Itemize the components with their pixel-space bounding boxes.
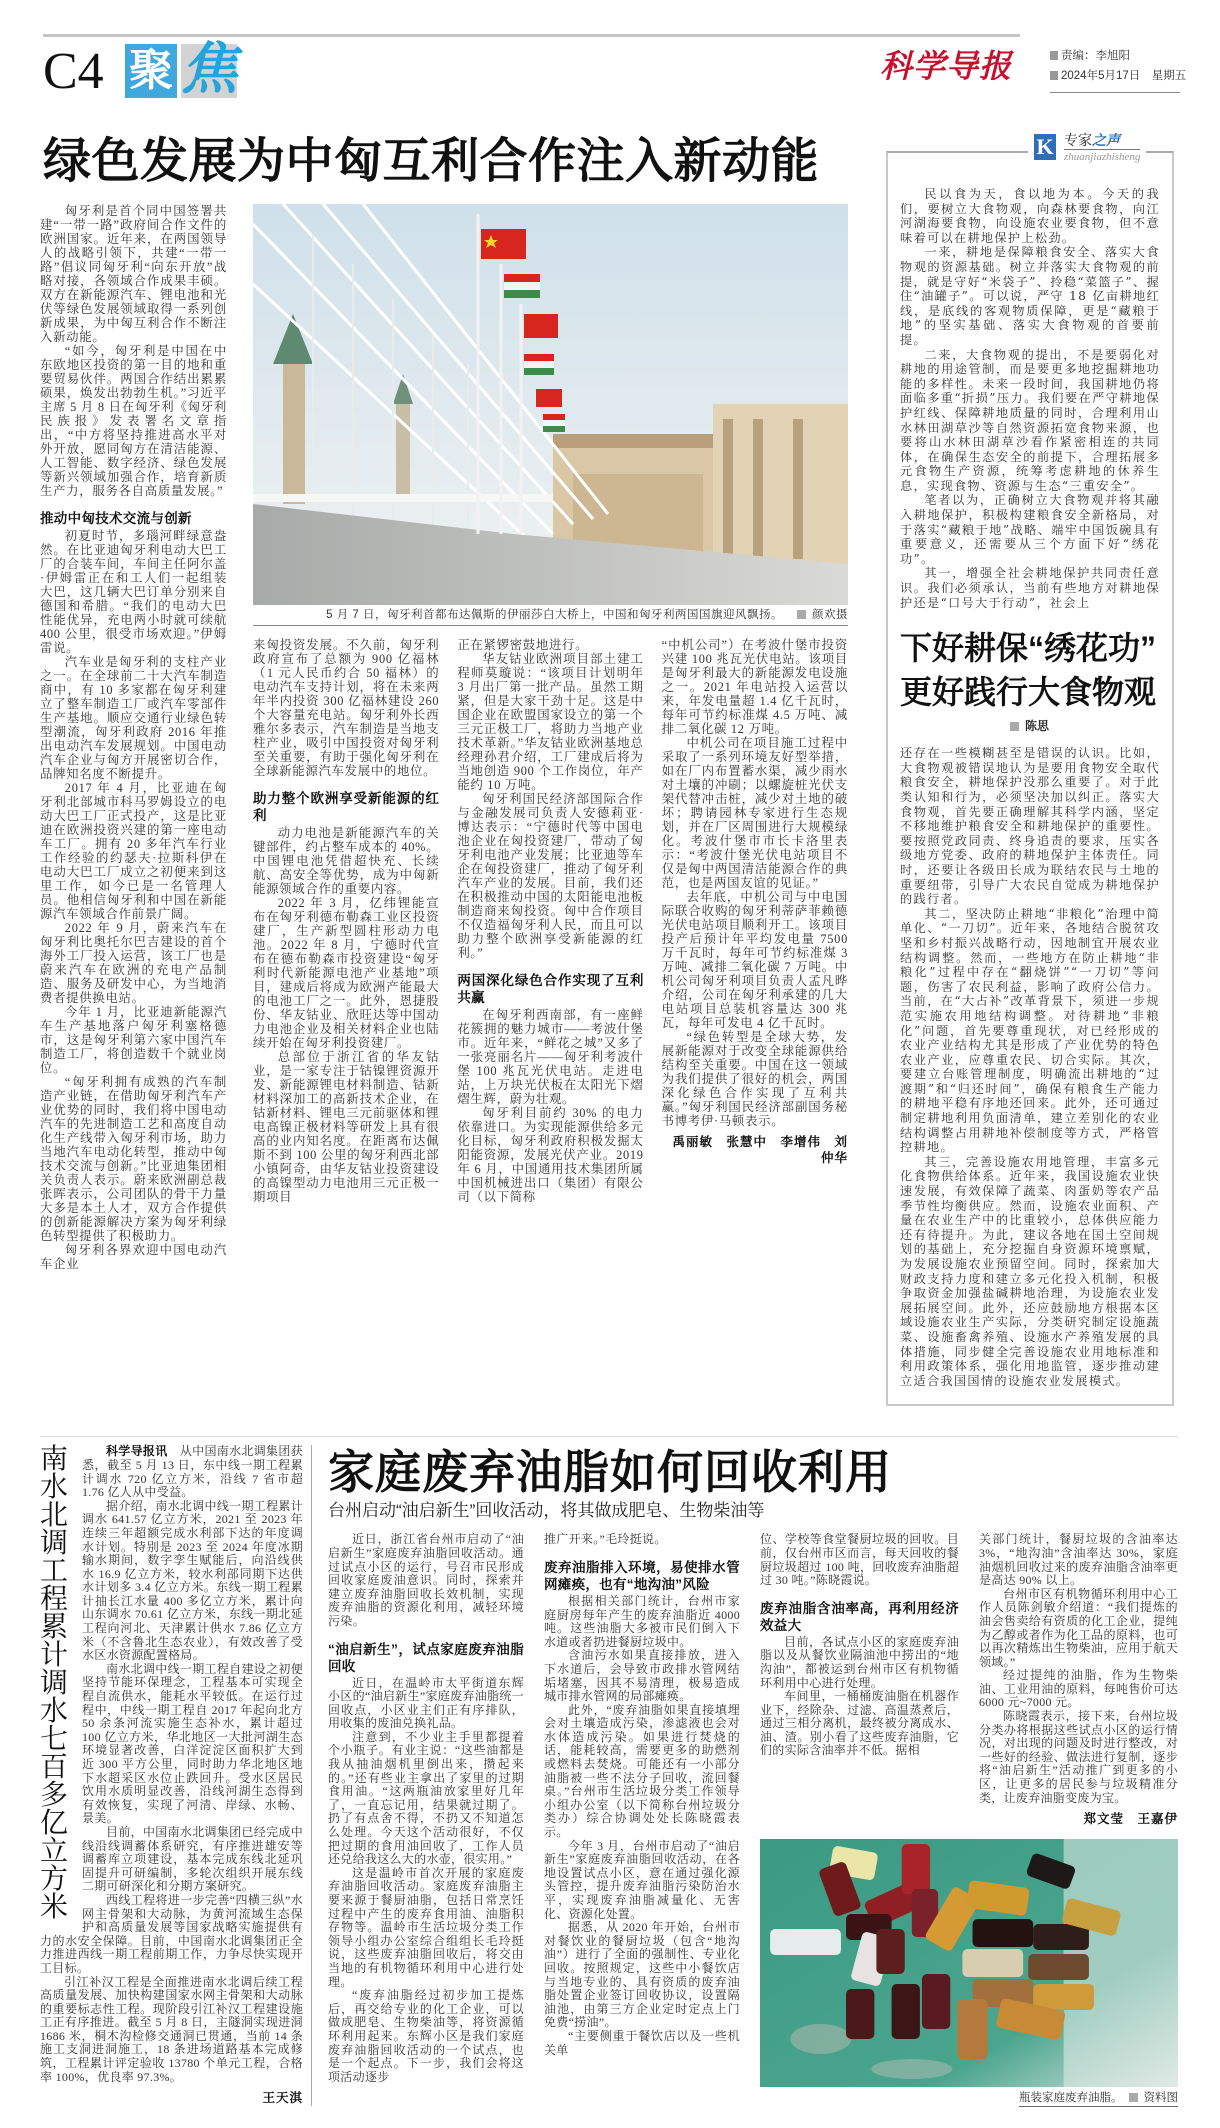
square-bullet-icon xyxy=(1129,2093,1138,2102)
paragraph: “主要侧重于餐饮店以及一些机关单 xyxy=(544,2028,740,2057)
paragraph: 根据相关部门统计，台州市家庭厨房每年产生的废弃油脂近 4000 吨。这些油脂大多被市民们倒入下水道或者扔进餐厨垃圾中。 xyxy=(544,1593,740,1649)
paragraph: 这是温岭市首次开展的家庭废弃油脂回收活动。家庭废弃油脂主要来源于餐厨油脂，包括日常烹饪过程中产生的废弃食用油、油脂积存物等。温岭市生活垃圾分类工作领导小组办公室综合组组长毛玲挺说，这些废弃油脂回收后，将交由当地的有机物循环利用中心进行处理。 xyxy=(328,1865,524,1989)
paragraph: “如今，匈牙利是中国在中东欧地区投资的第一目的地和重要贸易伙伴。两国合作结出累累硕果，焕发出勃勃生机。”习近平主席 5 月 8 日在匈牙利《匈牙利民族报》发表署名文章指出，“中方将坚持推进高水平对外开放，愿同匈方在清洁能源、人工智能、数字经济、绿色发展等新兴领域加强合作，培育新质生产力，服务各自高质量发展。” xyxy=(40,344,227,498)
expert-headline: 下好耕保“绣花功” 更好践行大食物观 xyxy=(900,630,1157,711)
section-heading: “油启新生”，试点家庭废弃油脂回收 xyxy=(328,1641,524,1674)
expert-text-lower xyxy=(900,746,1160,1388)
lead-column-2 xyxy=(253,638,439,1204)
square-bullet-icon xyxy=(1010,722,1019,731)
oil-column-2 xyxy=(544,1533,740,2057)
paragraph: “中机公司”）在考波什堡市投资兴建 100 兆瓦光伏电站。该项目是匈牙利最大的新能源发电设施之一。2021 年电站投入运营以来，年发电量超 1.4 亿千瓦时，每年可节约标准煤 4.5 万吨、减排二氧化碳 12 万吨。 xyxy=(661,638,848,736)
issue-date: 2024年5月17日 星期五 xyxy=(1061,70,1187,82)
expert-column-pinyin: zhuanjiazhisheng xyxy=(1064,151,1141,163)
section-heading: 废弃油脂排入环境，易使排水管网瘫痪，也有“地沟油”风险 xyxy=(544,1559,740,1592)
paragraph: 引江补汉工程是全面推进南水北调后续工程高质量发展、加快构建国家水网主骨架和大动脉的重要标志性工程。现阶段引江补汉工程建设施工正有序推进。截至 5 月 8 日，主隧洞实现进洞 1686 米，桐木沟检修交通洞已贯通，当前 14 条施工支洞进洞施工，18 条进场道路基本完成修筑，工程累计评定验收 13780 个单元工程，合格率 100%，优良率 97.3%。 xyxy=(40,1974,303,2084)
paragraph: 其三，完善设施农用地管理，丰富多元化食物供给体系。近年来，我国设施农业快速发展，有效保障了蔬菜、肉蛋奶等农产品季节性均衡供应。然而，设施农业面积、产量在农业生产中的比重较小，总体供应能力还有待提升。为此，建议各地在国土空间规划的基础上，充分挖掘自身资源环境禀赋，为发展设施农业预留空间。同时，探索加大财政支持力度和建立多元化投入机制，积极争取资金加强盐碱耕地治理，为设施农业发展拓展空间。此外，还应鼓励地方根据本区域设施农业生产实际，分类研究制定设施蔬菜、设施畜禽养殖、设施水产养殖发展的具体措施，同步健全完善设施农业用地标准和利用政策体系，强化用地监管，逐步推动建立适合我国国情的设施农业发展模式。 xyxy=(900,1154,1160,1388)
water-byline: 王天淇 xyxy=(262,2091,303,2106)
oil-column-1 xyxy=(328,1533,524,2084)
paragraph: 华友钴业欧洲项目部土建工程师莫璇说：“该项目计划明年 3 月出厂第一批产品。虽然工期紧，但是大家干劲十足。这是中国企业在欧盟国家设立的第一个三元正极工厂，将助力当地产业技术革新。”华友钴业欧洲基地总经理孙君介绍，工厂建成后将为当地创造 900 个工作岗位，年产能约 10 万吨。 xyxy=(457,652,644,792)
paragraph: 去年底，中机公司与中电国际联合收购的匈牙利蒂萨菲赖德光伏电站项目顺利开工。该项目投产后预计年平均发电量 7500 万千瓦时，每年可节约标准煤 3 万吨、减排二氧化碳 7 万吨。中机公司匈牙利项目负责人孟凡晔介绍，公司在匈牙利承建的几大电站项目总装机容量达 300 兆瓦，每年可发电 4 亿千瓦时。 xyxy=(661,890,848,1030)
section-char-2: 焦 xyxy=(181,36,237,102)
news-agency-label: 科学导报讯 xyxy=(106,1444,168,1459)
paragraph: 汽车业是匈牙利的支柱产业之一。在全球前二十大汽车制造商中，有 10 多家都在匈牙利建立了整车制造工厂或汽车零部件生产基地。顺应交通行业绿色转型潮流，匈牙利政府 2016 年推出电动汽车发展规划。中国电动汽车企业与匈方开展密切合作，品牌知名度不断提升。 xyxy=(40,655,227,781)
paragraph: “匈牙利拥有成熟的汽车制造产业链，在借助匈牙利汽车产业优势的同时，我们将中国电动汽车的先进制造工艺和高度自动化生产线带入匈牙利市场，助力当地汽车电动化转型，推动中匈技术交流与创新。”比亚迪集团相关负责人表示。蔚来欧洲副总裁张晖表示，公司团队的骨干力量大多是本土人才，双方合作提供的创新能源解决方案为匈牙利绿色转型提供了积极助力。 xyxy=(40,1075,227,1243)
paragraph: 二来，大食物观的提出，不是要弱化对耕地的用途管制，而是要更多地挖掘耕地功能的多样性。未来一段时间，我国耕地仍将面临多重“折损”压力。我们要在严守耕地保护红线、保障耕地质量的同时，合理利用山水林田湖草沙等自然资源拓宽食物来源，也要将山水林田湖草沙看作紧密相连的共同体，在确保生态安全的前提下，合理拓展多元食物生产资源，统筹考虑耕地的休养生息，实现食物、资源与生态“三重安全”。 xyxy=(900,347,1160,493)
photo-credit: 颜欢摄 xyxy=(812,609,848,621)
paragraph: 在匈牙利西南部，有一座鲜花簇拥的魅力城市——考波什堡市。近年来，“鲜花之城”又多了一张亮丽名片——匈牙利考波什堡 100 兆瓦光伏电站。走进电站，上万块光伏板在太阳光下熠熠生辉，蔚为壮观。 xyxy=(457,1008,644,1106)
oil-photo-caption: 瓶装家庭废弃油脂。 资料图 xyxy=(760,2087,1178,2108)
paragraph: 匈牙利国民经济部国际合作与金融发展司负责人安德莉亚·博达表示：“宁德时代等中国电池企业在匈投资建厂，带动了匈牙利电池产业发展；比亚迪等车企在匈投资建厂，推动了匈牙利汽车产业的发展。目前，我们还在积极推动中国的太阳能电池板制造商来匈投资。匈中合作项目不仅造福匈牙利人民，而且可以助力整个欧洲享受新能源的红利。” xyxy=(457,792,644,960)
oil-byline: 郑文莹 王嘉伊 xyxy=(1083,1812,1178,1827)
paragraph: 近日，在温岭市太平街道东辉小区的“油启新生”家庭废弃油脂统一回收点，小区业主们正有序排队，用收集的废油兑换礼品。 xyxy=(328,1675,524,1731)
paragraph: 匈牙利目前约 30% 的电力依靠进口。为实现能源供给多元化目标，匈牙利政府积极发掘太阳能资源，发展光伏产业。2019 年 6 月，中国通用技术集团所属中国机械进出口（集团）有限公司（以下简称 xyxy=(457,1106,644,1204)
section-heading: 两国深化绿色合作实现了互利共赢 xyxy=(457,973,644,1005)
expert-column-box xyxy=(886,132,1174,1406)
water-headline-vertical: 南水北调工程累计调水七百多亿立方米 xyxy=(40,1443,69,1923)
paragraph: 陈晓霞表示，接下来，台州垃圾分类办将根据这些试点小区的运行情况，对出现的问题及时进行整改，对一些好的经验、做法进行复制，逐步将“油启新生”活动推广到更多的小区，让更多的居民参与垃圾精准分类，让废弃油脂变废为宝。 xyxy=(979,1709,1178,1805)
expert-column-name: 专家之声 xyxy=(1064,131,1140,150)
paragraph: 还存在一些模糊甚至是错误的认识。比如，大食物观被错误地认为是要用食物安全取代粮食安全，耕地保护没那么重要了。对于此类认知和行为，必须坚决加以纠正。落实大食物观，首先要正确理解其科学内涵，坚定不移地维护粮食安全和耕地保护的重要性。要按照党政同责、终身追责的要求，压实各级地方党委、政府的耕地保护主体责任。同时，还要让各级田长成为联结农民与土地的重要纽带，引导广大农民自觉成为耕地保护的践行者。 xyxy=(900,746,1160,907)
masthead-logo: 科学导报 xyxy=(880,47,1013,85)
paragraph: 来匈投资发展。不久前，匈牙利政府宣布了总额为 900 亿福林（1 元人民币约合 50 福林）的电动汽车支持计划，将在未来两年半内投资 300 亿福林建设 260 个大容量充电站。匈牙利外长西雅尔多表示，汽车制造是当地支柱产业，吸引中国投资对匈牙利至关重要，有助于强化匈牙利在全球新能源汽车发展中的地位。 xyxy=(253,638,440,778)
paragraph: 2022 年 9 月，蔚来汽车在匈牙利比奥托尔巴吉建设的首个海外工厂投入运营，该工厂也是蔚来汽车在欧洲的充电产品制造、服务及研发中心，为当地消费者提供换电站。 xyxy=(40,921,227,1005)
section-char-1: 聚 xyxy=(125,44,177,98)
paragraph: 今年 3 月，台州市启动了“油启新生”家庭废弃油脂回收活动，在各地设置试点小区，意在通过强化源头管控，提升废弃油脂污染防治水平，实现废弃油脂减量化、无害化、资源化处置。 xyxy=(544,1838,740,1921)
paragraph: 注意到，不少业主手里都提着个小瓶子。有业主说：“这些油都是我从抽油烟机里倒出来，攒起来的。”还有些业主拿出了家里的过期食用油。“这两瓶油放家里好几年了，一直忘记用，结果就过期了。扔了有点舍不得，不扔又不知道怎么处理。今天这个活动很好，不仅把过期的食用油回收了，工作人员还兑给我这么大的水壶，很实用。” xyxy=(328,1729,524,1867)
paragraph: “绿色转型是全球大势，发展新能源对于改变全球能源供给结构至关重要。中国在这一领域为我们提供了很好的机会，两国深化绿色合作实现了互利共赢。”匈牙利国民经济部副国务秘书博考伊·马顿表示。 xyxy=(661,1030,848,1128)
paragraph: 2017 年 4 月，比亚迪在匈牙利北部城市科马罗姆设立的电动大巴工厂正式投产，这是比亚迪在欧洲投资兴建的第一座电动车工厂。拥有 20 多年汽车行业工作经验的约瑟夫·拉斯科伊在电动大巴工厂成立之初便来到这里工作，如今已是一名管理人员。他相信匈牙利和中国在新能源汽车领域合作前景广阔。 xyxy=(40,781,227,921)
page-number: C4 xyxy=(43,43,104,100)
oil-column-3 xyxy=(760,1533,959,1758)
paragraph: 中机公司在项目施工过程中采取了一系列环境友好型举措，如在厂内布置蓄水渠，减少雨水对土壤的冲刷；以螺旋桩光伏支架代替冲击桩，减少对土地的破坏；聘请园林专家进行生态规划，并在厂区周围进行大规模绿化。考波什堡市市长卡洛里表示：“考波什堡光伏电站项目不仅是匈中两国清洁能源合作的典范，也是两国友谊的见证。” xyxy=(661,736,848,890)
oil-photo-credit: 资料图 xyxy=(1143,2092,1178,2105)
expert-text-upper xyxy=(900,187,1160,610)
paragraph: 目前，各试点小区的家庭废弃油脂以及从餐饮业隔油池中捞出的“地沟油”，都被运到台州市区有机物循环利用中心进行处理。 xyxy=(760,1634,959,1690)
paragraph: 据介绍，南水北调中线一期工程累计调水 641.57 亿立方米，2021 至 2023 年连续三年超额完成水利部下达的年度调水计划。特别是 2023 至 2024 年度冰期输水期间，数字孪生赋能后，向沿线供水 16.9 亿立方米，较水利部同期下达供水计划多 3.4 亿立方米。东线一期工程累计抽长江水量 400 多亿立方米，累计向山东调水 70.61 亿立方米，东线一期北延工程向河北、天津累计供水 7.86 亿立方米（不含鲁北生态农业），有效改善了受水区水资源配置格局。 xyxy=(82,1498,303,1663)
lead-column-4 xyxy=(662,638,848,1128)
lead-column-1 xyxy=(40,204,227,1271)
square-bullet-icon xyxy=(797,610,806,619)
lead-headline: 绿色发展为中匈互利合作注入新动能 xyxy=(43,135,820,188)
oil-column-4 xyxy=(979,1533,1178,1805)
paragraph: 据悉，从 2020 年开始，台州市对餐饮业的餐厨垃圾（包含“地沟油”）进行了全面的强制性、专业化回收。按照规定，这些中小餐饮店与当地专业的、具有资质的废弃油脂处置企业签订回收协议，设置隔油池，由第三方企业定时定点上门免费“捞油”。 xyxy=(544,1920,740,2030)
paragraph: 近日，浙江省台州市启动了“油启新生”家庭废弃油脂回收活动。通过试点小区的运行，号召市民形成回收家庭废油意识。同时，探索并建立废弃油脂回收长效机制，实现废弃油脂的资源化利用，减轻环境污染。 xyxy=(328,1532,524,1628)
editor: 责编：李旭阳 xyxy=(1061,50,1130,62)
oil-subheadline: 台州启动“油启新生”回收活动，将其做成肥皂、生物柴油等 xyxy=(328,1501,765,1521)
bottom-section xyxy=(40,1436,1178,2108)
paragraph: “废弃油脂经过初步加工提炼后，再交给专业的化工企业，可以做成肥皂、生物柴油等，将资源循环利用起来。东辉小区是我们家庭废弃油脂回收活动的一个试点，也是一个起点。下一步，我们会将这项活动逐步 xyxy=(328,1988,524,2084)
photo-caption: 5 月 7 日，匈牙利首都布达佩斯的伊丽莎白大桥上，中国和匈牙利两国国旗迎风飘扬。 颜欢摄 xyxy=(253,605,848,626)
paragraph: 车间里，一桶桶废油脂在机器作业下，经除杂、过滤、高温蒸煮后，通过三相分离机，最终被分离成水、油、渣。别小看了这些废弃油脂，它们的实际含油率并不低。据相 xyxy=(760,1689,959,1758)
water-text: 科学导报讯 从中国南水北调集团获悉，截至 5 月 13 日，东中线一期工程累计调水 720 亿立方米，沿线 7 省市超 1.76 亿人从中受益。 据介绍，南水北调中线一期工程累计调水 641.57 亿立方米，2021 至 2023 年连续三年超额完成水利部下达的年度调水计划。特别是 2023 至 2024 年度冰期输水期间，数字孪生赋能后，向沿线供水 16.9 亿立方米，较水利部同期下达供水计划多 3.4 亿立方米。东线一期工程累计抽长江水量 400 多亿立方米，累计向山东调水 70.61 亿立方米，东线一期北延工程向河北、天津累计供水 7.86 亿立方米（不含鲁北生态农业），有效改善了受水区水资源配置格局。 南水北调中线一期工程自建设之初便坚持节能环保理念，工程基本可实现全程自流供水，能耗水平较低。在运行过程中，中线一期工程自 2017 年起向北方 50 余条河流实施生态补水，累计超过 100 亿立方米，华北地区一大批河湖生态环境显著改善，白洋淀淀区面积扩大到近 300 平方公里，同时助力华北地区地下水超采区水位止跌回升。受水区居民饮用水质明显改善，沿线河湖生态得到有效恢复，实现了河清、岸绿、水畅、景美。 目前，中国南水北调集团已经完成中线沿线调蓄体系研究，有序推进雄安等调蓄库立项建设，基本完成东线北延巩固提升可研编制，多轮次组织开展东线二期可研深化和分期方案研究。 西线工程将进一步完善“四横三纵”水网主骨架和大动脉，为黄河流域生态保护和高质量发展等国家战略实施提供有力的水安全保障。目前，中国南水北调集团正全力推进西线一期工程前期工作，力争尽快实现开工目标。 引江补汉工程是全面推进南水北调后续工程高质量发展、加快构建国家水网主骨架和大动脉的重要标志性工程。现阶段引江补汉工程建设施工正有序推进。截至 5 月 8 日，主隧洞实现进洞 1686 米，桐木沟检修交通洞已贯通，当前 14 条施工支洞进洞施工，18 条进场道路基本完成修筑，工程累计评定验收 13780 个单元工程，合格率 100%，优良率 97.3%。 xyxy=(40,1444,303,2084)
paragraph: 经过提纯的油脂，作为生物柴油、工业用油的原料，每吨售价可达 6000 元~7000 元。 xyxy=(979,1668,1178,1710)
expert-column-header xyxy=(1028,131,1146,177)
oil-headline: 家庭废弃油脂如何回收利用 xyxy=(328,1446,892,1499)
paragraph: 关部门统计，餐厨垃圾的含油率达 3%，“地沟油”含油率达 30%，家庭油烟机回收过来的废弃油脂含油率更是高达 90% 以上。 xyxy=(979,1532,1178,1588)
expert-byline: 陈思 xyxy=(1010,718,1160,734)
paragraph: 匈牙利是首个同中国签署共建“一带一路”政府间合作文件的欧洲国家。近年来，在两国领导人的战略引领下，共建“一带一路”倡议同匈牙利“向东开放”战略对接，各领域合作成果丰硕。双方在新能源汽车、锂电池和光伏等绿色发展领域取得一系列创新成果，为中匈互利合作不断注入新动能。 xyxy=(40,204,227,344)
lead-article xyxy=(40,132,848,1271)
section-heading: 助力整个欧洲享受新能源的红利 xyxy=(253,791,440,823)
section-heading: 推动中匈技术交流与创新 xyxy=(40,511,192,526)
paragraph: 目前，中国南水北调集团已经完成中线沿线调蓄体系研究，有序推进雄安等调蓄库立项建设，基本完成东线北延巩固提升可研编制，多轮次组织开展东线二期可研深化和分期方案研究。 xyxy=(82,1824,303,1894)
section-heading: 废弃油脂含油率高，再利用经济效益大 xyxy=(760,1600,959,1633)
paragraph: 其一，增强全社会耕地保护共同责任意识。我们必须承认，当前有些地方对耕地保护还是“口号大于行动”，社会上 xyxy=(900,566,1160,610)
oil-bottles-photo xyxy=(760,1839,1178,2087)
paragraph: 笔者以为，正确树立大食物观并将其融入耕地保护，积极构建粮食安全新格局，对于落实“藏粮于地”战略、端牢中国饭碗具有重要意义，还需要从三个方面下好“绣花功”。 xyxy=(900,493,1160,566)
k-badge-icon: K xyxy=(1034,134,1056,160)
paragraph: 位、学校等食堂餐厨垃圾的回收。目前，仅台州市区而言，每天回收的餐厨垃圾超过 100 吨，回收废弃油脂超过 30 吨。”陈晓霞说。 xyxy=(760,1532,959,1588)
paragraph: 2022 年 3 月，亿纬锂能宣布在匈牙利德布勒森工业区投资建厂，生产新型圆柱形动力电池。2022 年 8 月，宁德时代宣布在德布勒森市投资建设“匈牙利时代新能源电池产业基地”项目，建成后将成为欧洲产能最大的电池工厂之一。此外，恩捷股份、华友钴业、欣旺达等中国动力电池企业及相关材料企业也陆续开始在匈牙利投资建厂。 xyxy=(253,896,440,1050)
paragraph: 一来，耕地是保障粮食安全、落实大食物观的资源基础。树立并落实大食物观的前提，就是守好“米袋子”、拎稳“菜篮子”、握住“油罐子”。可以说，严守 18 亿亩耕地红线，是底线的客观物质保障，更是“藏粮于地”的坚实基础、落实大食物观的首要前提。 xyxy=(900,245,1160,347)
paragraph: 含油污水如果直接排放，进入下水道后，会导致市政排水管网结垢堵塞，因其不易清理，极易造成城市排水管网的局部瘫痪。 xyxy=(544,1648,740,1704)
water-article xyxy=(40,1445,312,2106)
paragraph: 今年 1 月，比亚迪新能源汽车生产基地落户匈牙利塞格德市，这是匈牙利第六家中国汽车制造工厂，将创造数千个就业岗位。 xyxy=(40,1005,227,1075)
paragraph: 台州市区有机物循环利用中心工作人员陈剑敏介绍道：“我们提炼的油会售卖给有资质的化工企业，提纯为乙醇或者作为化工品的原料，也可以再次精炼出生物柴油，应用于航天领域。” xyxy=(979,1586,1178,1669)
paragraph: 民以食为天，食以地为本。今天的我们，要树立大食物观，向森林要食物，向江河湖海要食物，向设施农业要食物，但不意味着可以在耕地保护上松劲。 xyxy=(900,187,1160,245)
paragraph: 推广开来。”毛玲挺说。 xyxy=(544,1532,667,1547)
paragraph: 总部位于浙江省的华友钴业，是一家专注于钴镍锂资源开发、新能源锂电材料制造、钴新材料深加工的高新技术企业，在钴新材料、锂电三元前驱体和锂电高镍正极材料等研发上具有很高的业内知名度。在距离布达佩斯不到 100 公里的匈牙利西北部小镇阿奇，由华友钴业投资建设的高镍型动力电池用三元正极一期项目 xyxy=(253,1050,440,1204)
lead-byline: 禹丽敏 张慧中 李增伟 刘仲华 xyxy=(672,1135,848,1165)
paragraph: 动力电池是新能源汽车的关键部件，约占整车成本的 40%。中国锂电池凭借超快充、长续航、高安全等优势，成为中匈新能源领域合作的重要内容。 xyxy=(253,826,440,896)
paragraph: 西线工程将进一步完善“四横三纵”水网主骨架和大动脉，为黄河流域生态保护和高质量发展等国家战略实施提供有力的水安全保障。目前，中国南水北调集团正全力推进西线一期工程前期工作，力争尽快实现开工目标。 xyxy=(40,1892,303,1975)
paragraph: 匈牙利各界欢迎中国电动汽车企业 xyxy=(40,1243,227,1271)
paragraph: 其二，坚决防止耕地“非粮化”治理中简单化、“一刀切”。近年来，各地结合脱贫攻坚和乡村振兴战略行动，因地制宜开展农业结构调整。然而，一些地方在防止耕地“非粮化”过程中存在“翻烧饼”“一刀切”等问题，伤害了农民利益，影响了政府公信力。当前，在“大占补”改革背景下，须进一步规范实施农用地结构调整。对待耕地“非粮化”问题，首先要尊重现状，对已经形成的农业产业结构尤其是形成了产业优势的特色农业产业，应尊重农民、切合实际。其次，要建立台账管理制度，明确流出耕地的“过渡期”和“归还时间”，确保有粮食生产能力的耕地平稳有序地还回来。此外，还可通过制定耕地利用负面清单，建立差别化的农业结构调整占用耕地补偿制度等方式，严格管控耕地。 xyxy=(900,906,1160,1155)
paragraph: 初夏时节，多瑙河畔绿意盎然。在比亚迪匈牙利电动大巴工厂的合装车间，车间主任阿尔盖·伊姆雷正在和工人们一起组装大巴，这几辆大巴订单分别来自德国和希腊。“我们的电动大巴性能优异，充电两小时就可续航 400 公里，很受市场欢迎。”伊姆雷说。 xyxy=(40,529,227,655)
paragraph: 正在紧锣密鼓地进行。 xyxy=(457,638,589,652)
top-section xyxy=(40,132,1178,1406)
bridge-flags-photo xyxy=(253,204,848,605)
lead-column-3 xyxy=(457,638,643,1204)
paragraph: 南水北调中线一期工程自建设之初便坚持节能环保理念，工程基本可实现全程自流供水，能耗水平较低。在运行过程中，中线一期工程自 2017 年起向北方 50 余条河流实施生态补水，累计超过 100 亿立方米，华北地区一大批河湖生态环境显著改善，白洋淀淀区面积扩大到近 300 平方公里，同时助力华北地区地下水超采区水位止跌回升。受水区居民饮用水质明显改善，沿线河湖生态得到有效恢复，实现了河清、岸绿、水畅、景美。 xyxy=(82,1661,303,1826)
oil-article xyxy=(312,1445,1178,2108)
paragraph: 此外，“废弃油脂如果直接填埋会对土壤造成污染，渗滤液也会对水体造成污染。如果进行焚烧的话，能耗较高，需要更多的助燃剂或燃料去焚烧。可能还有一小部分油脂被一些不法分子回收，流回餐桌。”台州市生活垃圾分类工作领导小组办公室（以下简称台州垃圾分类办）综合协调处处长陈晓霞表示。 xyxy=(544,1702,740,1840)
